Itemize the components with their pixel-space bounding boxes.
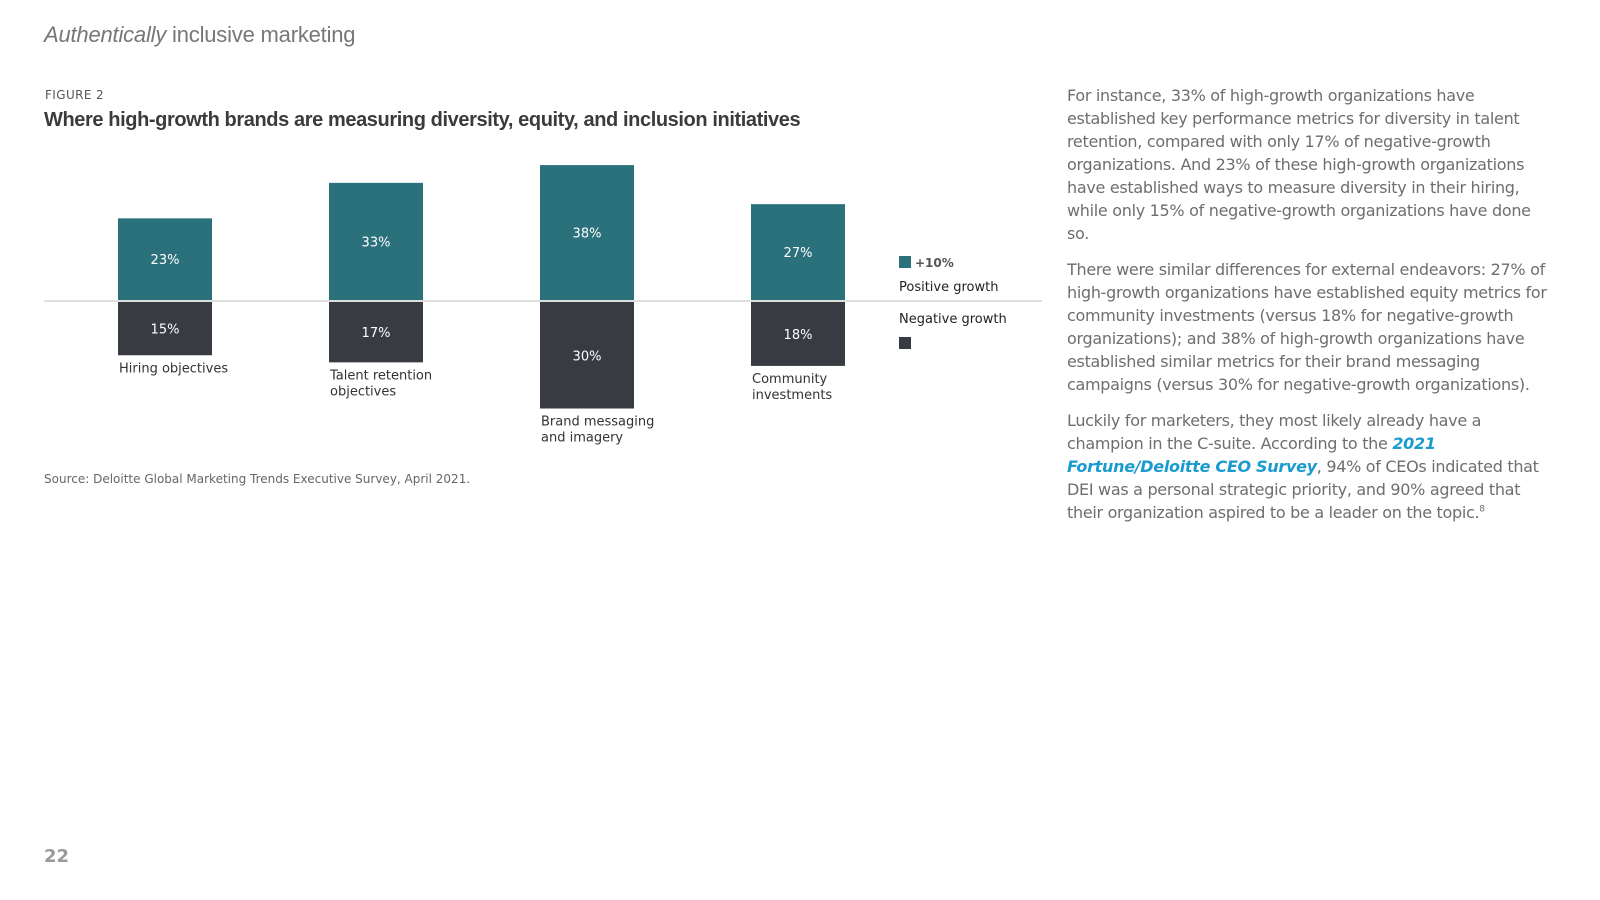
figure-label: FIGURE 2 [45, 88, 105, 102]
bar-chart [0, 0, 1050, 470]
paragraph-2: There were similar differences for external endeavors: 27% of high-growth organizations have established equity metrics for community investments (versus 18% for negative-growth organizations); and 38% of high-growth organizations have established similar metrics for their brand messaging campaigns (versus 30% for negative-growth organizations). [1067, 260, 1547, 394]
bar-value-label: 17% [361, 326, 391, 342]
footnote-ref: 8 [1479, 504, 1485, 515]
body-text [1067, 84, 1557, 537]
category-label: Hiring objectives [119, 361, 229, 377]
legend-prefix: +10% [915, 256, 954, 270]
paragraph-3-start: Luckily for marketers, they most likely already have a champion in the C-suite. According to the [1067, 411, 1482, 453]
category-label: Brand messaging and imagery [541, 414, 655, 446]
legend-swatch-negative [899, 337, 911, 349]
header-title-rest: inclusive marketing [166, 22, 356, 47]
legend-swatch-positive [899, 256, 911, 268]
category-label: Talent retention objectives [330, 368, 433, 400]
bar-value-label: 30% [572, 349, 602, 365]
figure-title: Where high-growth brands are measuring diversity, equity, and inclusion initiatives [44, 109, 801, 131]
paragraph-3-end: , 94% of CEOs indicated that DEI was a personal strategic priority, and 90% agreed that their organization aspired to be a leader on the topic. [1067, 457, 1539, 522]
legend-label-negative: Negative growth [899, 312, 1007, 327]
bar-value-label: 38% [572, 226, 602, 242]
legend-label-positive: Positive growth [899, 280, 999, 295]
bar-value-label: 33% [361, 235, 391, 251]
page-number: 22 [44, 846, 70, 867]
bar-value-label: 18% [783, 327, 813, 343]
category-label: Community investments [752, 371, 833, 403]
paragraph-1: For instance, 33% of high-growth organizations have established key performance metrics for diversity in talent retention, compared with only 17% of negative-growth organizations. And 23% of these high-growth organizations have established ways to measure diversity in their hiring, while only 15% of negative-growth organizations have done so. [1067, 86, 1531, 243]
bar-value-label: 23% [150, 253, 180, 269]
ceo-survey-link[interactable]: 2021 Fortune/Deloitte CEO Survey [1067, 434, 1436, 476]
bar-value-label: 15% [150, 322, 180, 338]
header-title-italic: Authentically [44, 22, 167, 47]
figure-source: Source: Deloitte Global Marketing Trends Executive Survey, April 2021. [44, 472, 471, 486]
bar-value-label: 27% [783, 246, 813, 262]
paragraph-3 [1067, 409, 1557, 524]
